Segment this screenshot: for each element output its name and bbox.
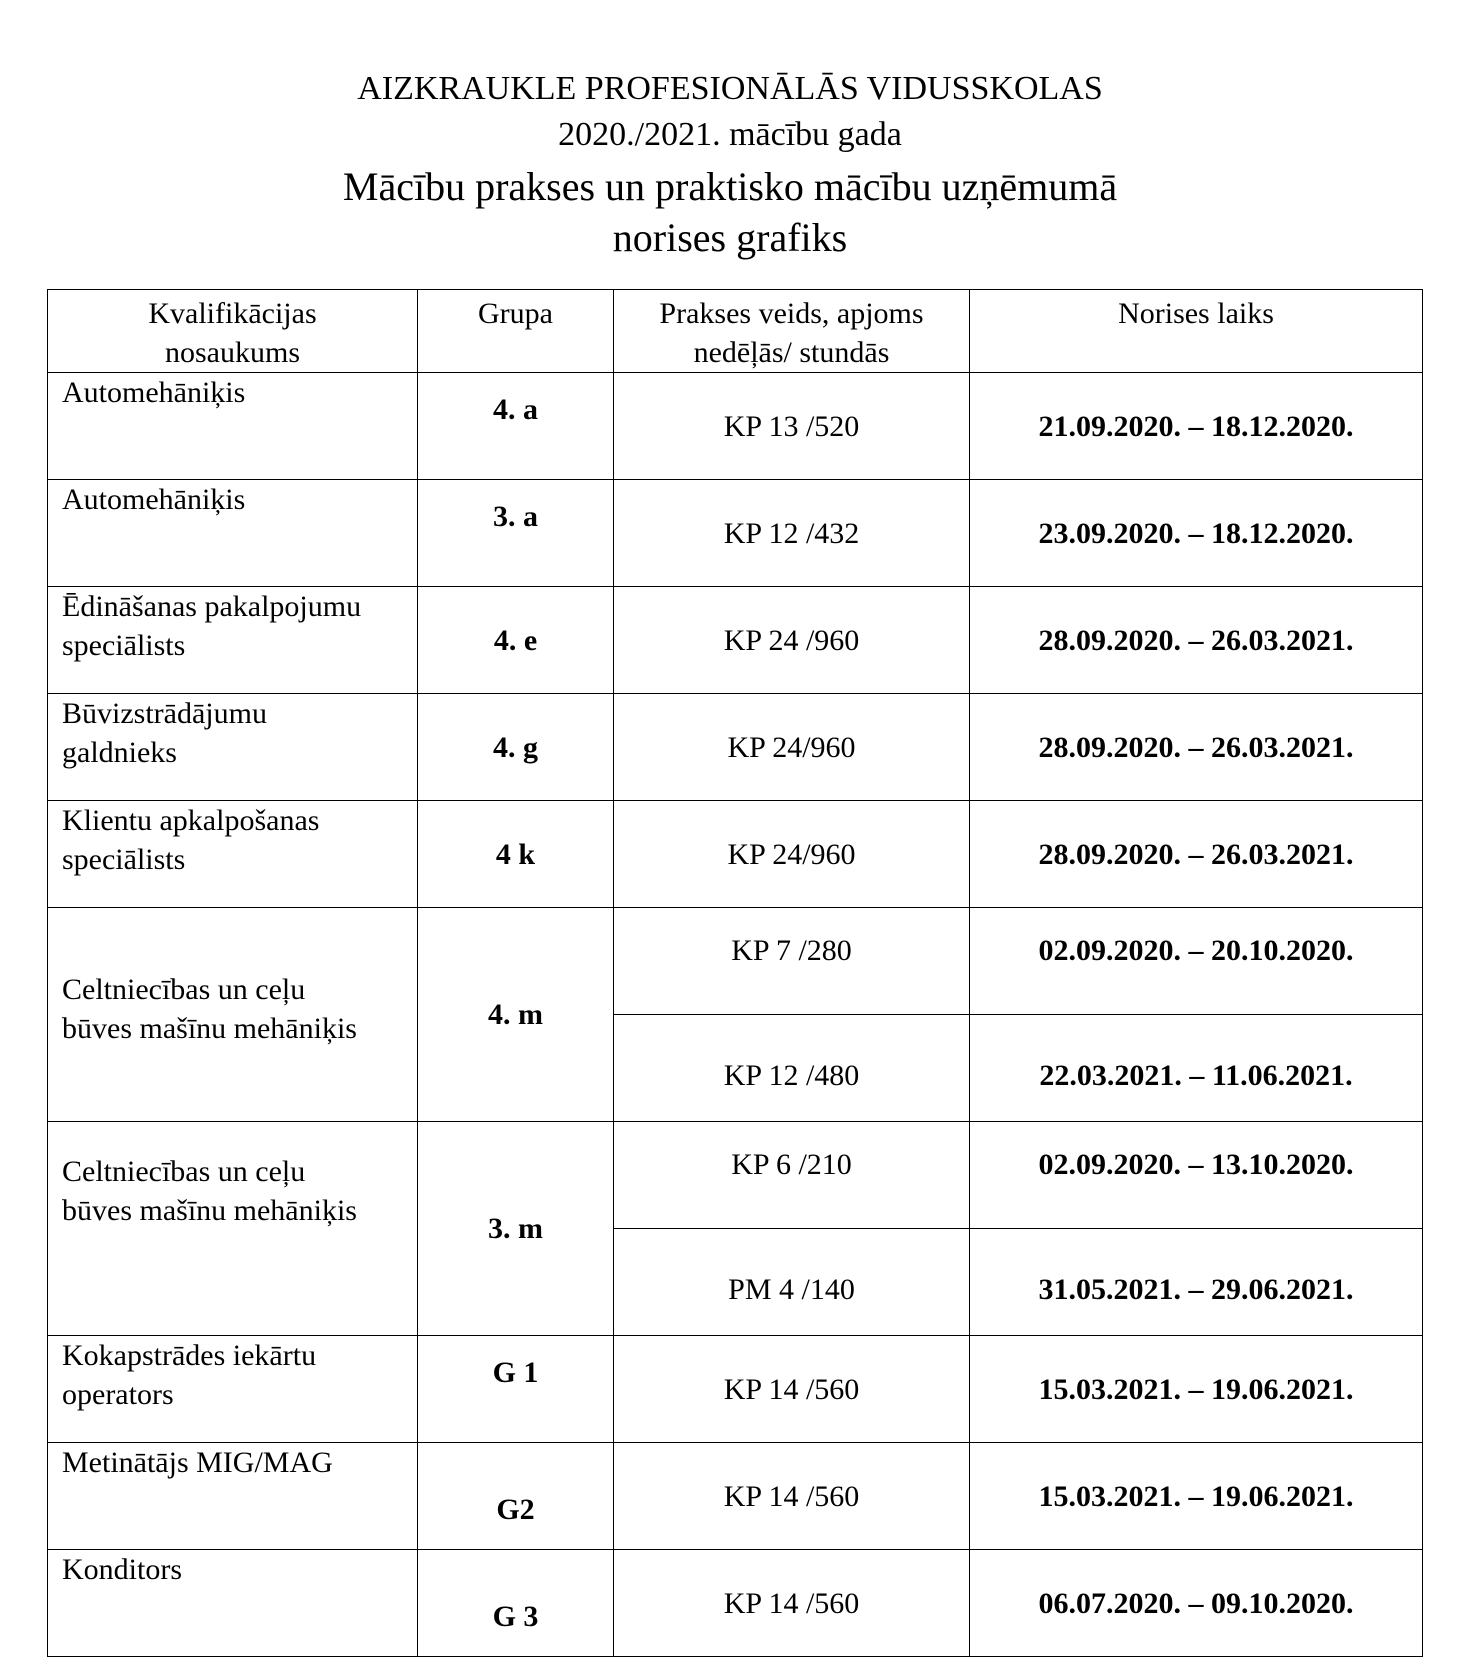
table-row bbox=[48, 694, 1423, 801]
table-row bbox=[48, 1122, 1423, 1229]
qualification-cell: Ēdināšanas pakalpojumu speciālists bbox=[48, 587, 418, 694]
qualification-cell: Klientu apkalpošanas speciālists bbox=[48, 801, 418, 908]
practice-cell: KP 24/960 bbox=[614, 694, 970, 801]
time-cell: 21.09.2020. – 18.12.2020. bbox=[970, 373, 1423, 480]
practice-cell: KP 12 /480 bbox=[614, 1015, 970, 1122]
col-header-qualification: Kvalifikācijas nosaukums bbox=[48, 290, 418, 373]
time-cell: 31.05.2021. – 29.06.2021. bbox=[970, 1229, 1423, 1336]
practice-cell: PM 4 /140 bbox=[614, 1229, 970, 1336]
practice-cell: KP 7 /280 bbox=[614, 908, 970, 1015]
group-cell: 4. a bbox=[418, 373, 614, 480]
group-cell: 3. a bbox=[418, 480, 614, 587]
qualification-cell: Kokapstrādes iekārtu operators bbox=[48, 1336, 418, 1443]
time-cell: 02.09.2020. – 20.10.2020. bbox=[970, 908, 1423, 1015]
col-header-time: Norises laiks bbox=[970, 290, 1423, 373]
practice-cell: KP 14 /560 bbox=[614, 1336, 970, 1443]
group-cell: G 3 bbox=[418, 1550, 614, 1657]
time-cell: 22.03.2021. – 11.06.2021. bbox=[970, 1015, 1423, 1122]
group-cell: 4. g bbox=[418, 694, 614, 801]
time-cell: 28.09.2020. – 26.03.2021. bbox=[970, 801, 1423, 908]
table-row bbox=[48, 587, 1423, 694]
time-cell: 15.03.2021. – 19.06.2021. bbox=[970, 1336, 1423, 1443]
qualification-cell: Celtniecības un ceļu būves mašīnu mehāniķis bbox=[48, 1122, 418, 1336]
schedule-table bbox=[47, 289, 1423, 1657]
document-title-line2: norises grafiks bbox=[612, 215, 848, 260]
practice-cell: KP 14 /560 bbox=[614, 1550, 970, 1657]
col-header-practice: Prakses veids, apjoms nedēļās/ stundās bbox=[614, 290, 970, 373]
qualification-cell: Automehāniķis bbox=[48, 480, 418, 587]
practice-cell: KP 6 /210 bbox=[614, 1122, 970, 1229]
practice-cell: KP 13 /520 bbox=[614, 373, 970, 480]
group-cell: G2 bbox=[418, 1443, 614, 1550]
school-name: AIZKRAUKLE PROFESIONĀLĀS VIDUSSKOLAS bbox=[357, 70, 1103, 107]
group-cell: G 1 bbox=[418, 1336, 614, 1443]
table-header-row bbox=[48, 290, 1423, 373]
practice-cell: KP 24 /960 bbox=[614, 587, 970, 694]
col-header-group: Grupa bbox=[418, 290, 614, 373]
time-cell: 28.09.2020. – 26.03.2021. bbox=[970, 694, 1423, 801]
practice-cell: KP 12 /432 bbox=[614, 480, 970, 587]
time-cell: 06.07.2020. – 09.10.2020. bbox=[970, 1550, 1423, 1657]
group-cell: 4 k bbox=[418, 801, 614, 908]
qualification-cell: Celtniecības un ceļu būves mašīnu mehāniķis bbox=[48, 908, 418, 1122]
time-cell: 28.09.2020. – 26.03.2021. bbox=[970, 587, 1423, 694]
time-cell: 23.09.2020. – 18.12.2020. bbox=[970, 480, 1423, 587]
qualification-cell: Metinātājs MIG/MAG bbox=[48, 1443, 418, 1550]
table-row bbox=[48, 480, 1423, 587]
document-title-line1: Mācību prakses un praktisko mācību uzņēmumā bbox=[342, 164, 1118, 209]
group-cell: 3. m bbox=[418, 1122, 614, 1336]
time-cell: 15.03.2021. – 19.06.2021. bbox=[970, 1443, 1423, 1550]
practice-cell: KP 24/960 bbox=[614, 801, 970, 908]
table-row bbox=[48, 908, 1423, 1015]
group-cell: 4. m bbox=[418, 908, 614, 1122]
table-row bbox=[48, 801, 1423, 908]
school-year: 2020./2021. mācību gada bbox=[558, 116, 902, 153]
table-row bbox=[48, 1336, 1423, 1443]
practice-cell: KP 14 /560 bbox=[614, 1443, 970, 1550]
qualification-cell: Konditors bbox=[48, 1550, 418, 1657]
table-row bbox=[48, 1443, 1423, 1550]
table-row bbox=[48, 373, 1423, 480]
qualification-cell: Automehāniķis bbox=[48, 373, 418, 480]
group-cell: 4. e bbox=[418, 587, 614, 694]
table-row bbox=[48, 1550, 1423, 1657]
time-cell: 02.09.2020. – 13.10.2020. bbox=[970, 1122, 1423, 1229]
qualification-cell: Būvizstrādājumu galdnieks bbox=[48, 694, 418, 801]
